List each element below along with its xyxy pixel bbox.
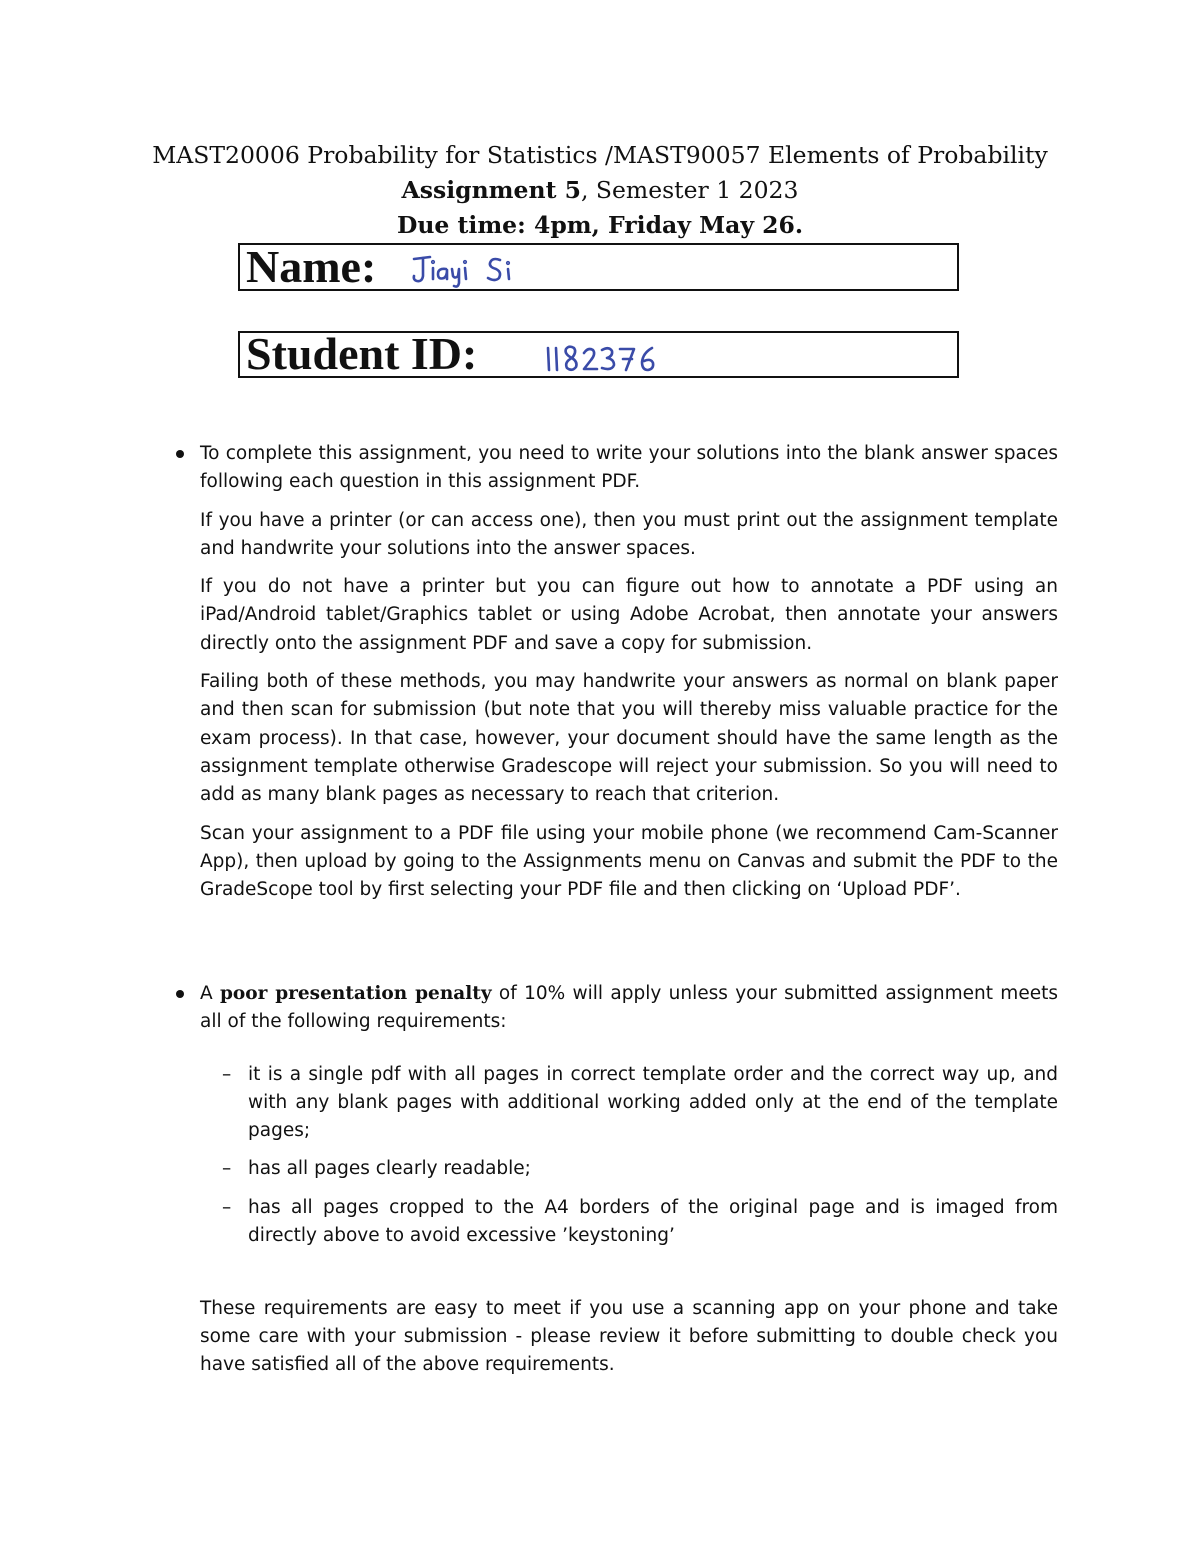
paragraph: If you do not have a printer but you can figure out how to annotate a PDF using an iPad/Android tablet/Graphics tablet or using Adobe Acrobat, then annotate your answers directly onto the assignment PDF and save a copy for submission. xyxy=(200,576,1058,654)
student-id-label: Student ID: xyxy=(246,328,478,379)
dash-icon: – xyxy=(222,1158,232,1180)
dash-icon: – xyxy=(222,1063,232,1085)
paragraph: If you have a printer (or can access one), then you must print out the assignment template and handwrite your solutions into the answer spaces. xyxy=(200,509,1058,559)
assignment-line xyxy=(0,173,1200,208)
student-id-box[interactable] xyxy=(238,328,959,379)
semester: , Semester 1 2023 xyxy=(580,176,799,204)
penalty-paragraph: A poor presentation penalty of 10% will apply unless your submitted assignment meets all of the following requirements: xyxy=(200,983,1058,1033)
due-line: Due time: 4pm, Friday May 26. xyxy=(396,211,804,239)
penalty-bold: poor presentation penalty xyxy=(219,983,492,1004)
requirement-item: – has all pages cropped to the A4 borders of the original page and is imaged from directly above to avoid excessive ’keystoning’ xyxy=(248,1194,1058,1251)
paragraph: Scan your assignment to a PDF file using your mobile phone (we recommend Cam-Scanner App), then upload by going to the Assignments menu on Canvas and submit the PDF to the GradeScope tool by first selecting your PDF file and then clicking on ‘Upload PDF’. xyxy=(200,822,1058,901)
bullet-icon xyxy=(176,450,184,458)
document-header xyxy=(0,138,1200,243)
bullet-presentation-penalty xyxy=(200,980,1058,1260)
dash-icon: – xyxy=(222,1196,232,1218)
handwritten-name xyxy=(408,251,538,291)
bullet-submission-instructions xyxy=(200,440,1058,914)
handwritten-student-id xyxy=(542,340,692,376)
closing-paragraph: These requirements are easy to meet if you use a scanning app on your phone and take some care with your submission - please review it before submitting to double check you have satisfied all of the above requirements. xyxy=(200,1297,1058,1376)
assignment-number: Assignment 5 xyxy=(401,176,581,204)
requirement-item: – it is a single pdf with all pages in correct template order and the correct way up, and with any blank pages with additional working added only at the end of the template pages; xyxy=(248,1061,1058,1146)
name-label: Name: xyxy=(246,241,377,292)
name-box[interactable] xyxy=(238,243,959,291)
paragraph: Failing both of these methods, you may handwrite your answers as normal on blank paper and then scan for submission (but note that you will thereby miss valuable practice for the exam process). In that case, however, your document should have the same length as the assignment template otherwise Gradescope will reject your submission. So you will need to add as many blank pages as necessary to reach that criterion. xyxy=(200,671,1058,806)
bullet-icon xyxy=(176,990,184,998)
requirement-item: – has all pages clearly readable; xyxy=(248,1155,1058,1183)
paragraph: To complete this assignment, you need to write your solutions into the blank answer spaces following each question in this assignment PDF. xyxy=(200,443,1058,493)
course-title: MAST20006 Probability for Statistics /MAST90057 Elements of Probability xyxy=(152,141,1048,169)
